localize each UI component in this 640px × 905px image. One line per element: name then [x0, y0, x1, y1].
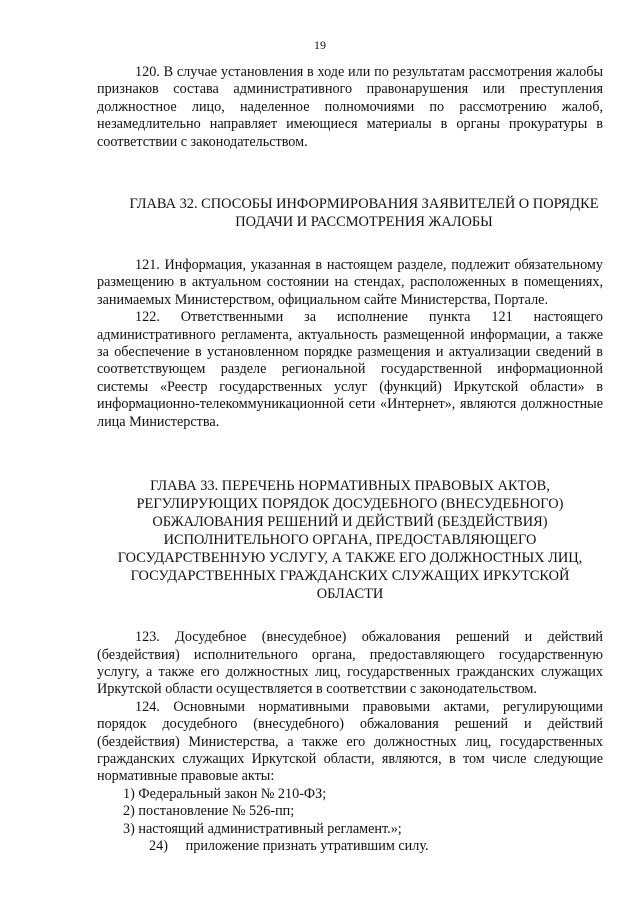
item-24 — [97, 838, 603, 855]
paragraph-121: 121. Информация, указанная в настоящем разделе, подлежит обязательному размещению в актуальном состоянии на стендах, расположенных в помещениях, занимаемых Министерством, официальном сайте Министерства, Портале. — [97, 257, 603, 308]
list-item-2: 2) постановление № 526-пп; — [123, 803, 295, 820]
paragraph-120: 120. В случае установления в ходе или по результатам рассмотрения жалобы признаков состава административного правонарушения или преступления должностное лицо, наделенное полномочиями по рассмотрению жалоб, незамедлительно направляет имеющиеся материалы в органы прокуратуры в соответствии с законодательством. — [97, 64, 603, 150]
paragraph-123: 123. Досудебное (внесудебное) обжалования решений и действий (бездействия) исполнительного органа, предоставляющего государственную услугу, а также его должностных лиц, государственных гражданских служащих Иркутской области осуществляется в соответствии с законодательством. — [97, 629, 603, 698]
item-24-number: 24) — [149, 837, 168, 854]
list-item-1: 1) Федеральный закон № 210-ФЗ; — [123, 785, 327, 802]
chapter-32-heading: ГЛАВА 32. СПОСОБЫ ИНФОРМИРОВАНИЯ ЗАЯВИТЕЛЕЙ О ПОРЯДКЕ ПОДАЧИ И РАССМОТРЕНИЯ ЖАЛОБЫ — [129, 196, 599, 231]
list-item-3: 3) настоящий административный регламент.»; — [123, 820, 402, 837]
page-number: 19 — [314, 38, 326, 52]
document-body — [97, 64, 603, 855]
item-24-text: приложение признать утратившим силу. — [185, 837, 429, 854]
paragraph-124: 124. Основными нормативными правовыми актами, регулирующими порядок досудебного (внесудебного) обжалования решений и действий (бездействия) Министерства, а также его должностных лиц, государственных гражданских служащих Иркутской области, являются, в том числе следующие нормативные правовые акты: — [97, 698, 603, 785]
chapter-33-heading: ГЛАВА 33. ПЕРЕЧЕНЬ НОРМАТИВНЫХ ПРАВОВЫХ АКТОВ, РЕГУЛИРУЮЩИХ ПОРЯДОК ДОСУДЕБНОГО (ВНЕСУДЕБНОГО) ОБЖАЛОВАНИЯ РЕШЕНИЙ И ДЕЙСТВИЙ (БЕЗДЕЙСТВИЯ) ИСПОЛНИТЕЛЬНОГО ОРГАНА, ПРЕДОСТАВЛЯЮЩЕГО ГОСУДАРСТВЕННУЮ УСЛУГУ, А ТАКЖЕ ЕГО ДОЛЖНОСТНЫХ ЛИЦ, ГОСУДАРСТВЕННЫХ ГРАЖДАНСКИХ СЛУЖАЩИХ ИРКУТСКОЙ ОБЛАСТИ — [117, 478, 583, 603]
paragraph-122: 122. Ответственными за исполнение пункта 121 настоящего административного регламента, актуальность размещенной информации, а также за обеспечение в установленном порядке размещения и актуализации сведений в соответствующем разделе региональной государственной информационной системы «Реестр государственных услуг (функций) Иркутской области» в информационно-телекоммуникационной сети «Интернет», являются должностные лица Министерства. — [97, 309, 603, 430]
